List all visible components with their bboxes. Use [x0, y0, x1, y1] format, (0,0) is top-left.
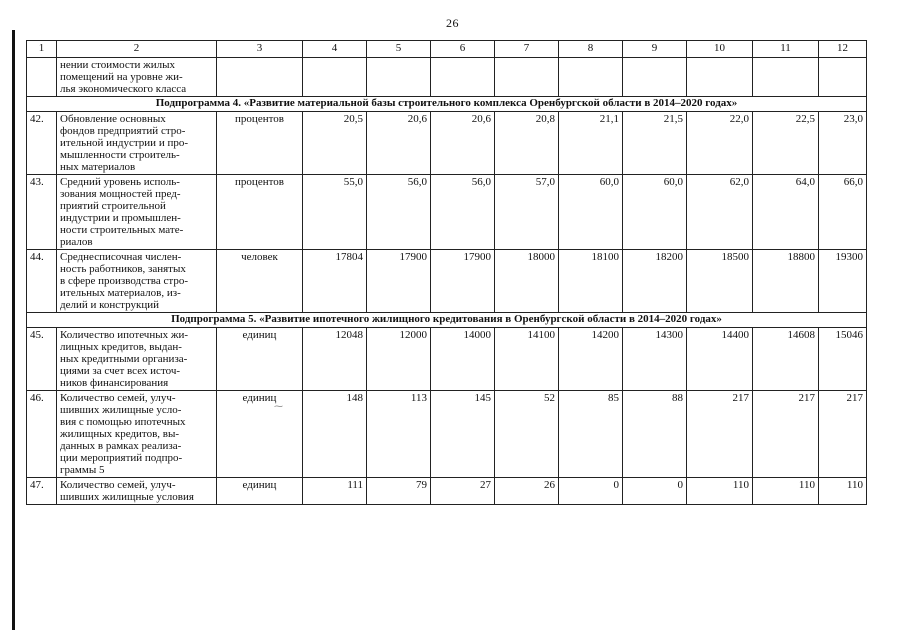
empty-cell: [495, 58, 559, 97]
value-cell: 56,0: [431, 175, 495, 250]
value-cell: 85: [559, 391, 623, 478]
subprogram-heading: Подпрограмма 4. «Развитие материальной базы строительного комплекса Оренбургской области в 2014–2020 годах»: [27, 97, 867, 112]
indicator-name-line: ность работников, занятых: [60, 263, 186, 275]
page-number: 26: [446, 16, 459, 30]
value-cell: 60,0: [559, 175, 623, 250]
indicator-row: [27, 391, 867, 478]
indicator-name-line: приятий строительной: [60, 200, 166, 212]
value-cell: 21,5: [623, 112, 687, 175]
column-number-cell: 1: [27, 41, 57, 58]
value-cell: 217: [753, 391, 819, 478]
value-cell: 148: [303, 391, 367, 478]
row-number-cell: 45.: [27, 328, 57, 391]
value-cell: 18200: [623, 250, 687, 313]
value-cell: 20,5: [303, 112, 367, 175]
indicator-row: [27, 478, 867, 505]
indicator-name-line: фондов предприятий стро-: [60, 125, 186, 137]
value-cell: 14300: [623, 328, 687, 391]
indicator-name-line: зования мощностей пред-: [60, 188, 181, 200]
subprogram-heading-row: [27, 97, 867, 112]
value-cell: 110: [819, 478, 867, 505]
indicator-name-line: Обновление основных: [60, 113, 166, 125]
indicator-name-line: граммы 5: [60, 464, 105, 476]
indicator-name-cell: [57, 478, 217, 505]
indicator-name-line: ции мероприятий подпро-: [60, 452, 183, 464]
value-cell: 18800: [753, 250, 819, 313]
subprogram-heading: Подпрограмма 5. «Развитие ипотечного жилищного кредитования в Оренбургской области в 2014–2020 годах»: [27, 313, 867, 328]
value-cell: 20,6: [431, 112, 495, 175]
empty-cell: [303, 58, 367, 97]
value-cell: 110: [753, 478, 819, 505]
value-cell: 17900: [431, 250, 495, 313]
indicator-name-line: Среднесписочная числен-: [60, 251, 182, 263]
indicator-name-line: шивших жилищные условия: [60, 491, 194, 503]
value-cell: 27: [431, 478, 495, 505]
unit-cell: процентов: [217, 175, 303, 250]
value-cell: 12000: [367, 328, 431, 391]
indicator-name-line: делий и конструкций: [60, 299, 159, 311]
value-cell: 60,0: [623, 175, 687, 250]
value-cell: 217: [687, 391, 753, 478]
indicator-name-line: вия с помощью ипотечных: [60, 416, 186, 428]
indicators-table: [26, 40, 867, 505]
indicator-row: [27, 175, 867, 250]
value-cell: 14000: [431, 328, 495, 391]
indicator-name-line: ных материалов: [60, 161, 136, 173]
column-number-cell: 8: [559, 41, 623, 58]
value-cell: 55,0: [303, 175, 367, 250]
column-number-cell: 2: [57, 41, 217, 58]
unit-cell: единиц: [217, 478, 303, 505]
continuation-row: [27, 58, 867, 97]
value-cell: 111: [303, 478, 367, 505]
indicator-name-line: жилищных кредитов, вы-: [60, 428, 180, 440]
value-cell: 56,0: [367, 175, 431, 250]
indicator-row: [27, 112, 867, 175]
value-cell: 23,0: [819, 112, 867, 175]
indicator-name-cell: [57, 58, 217, 97]
value-cell: 64,0: [753, 175, 819, 250]
value-cell: 110: [687, 478, 753, 505]
value-cell: 17900: [367, 250, 431, 313]
value-cell: 88: [623, 391, 687, 478]
row-number-cell: 43.: [27, 175, 57, 250]
empty-cell: [753, 58, 819, 97]
row-number-cell: 44.: [27, 250, 57, 313]
row-number-cell: 42.: [27, 112, 57, 175]
value-cell: 20,8: [495, 112, 559, 175]
empty-cell: [559, 58, 623, 97]
value-cell: 217: [819, 391, 867, 478]
value-cell: 15046: [819, 328, 867, 391]
indicator-name-line: в сфере производства стро-: [60, 275, 188, 287]
value-cell: 26: [495, 478, 559, 505]
empty-cell: [819, 58, 867, 97]
value-cell: 145: [431, 391, 495, 478]
empty-cell: [217, 58, 303, 97]
value-cell: 57,0: [495, 175, 559, 250]
indicator-name-line: Количество ипотечных жи-: [60, 329, 189, 341]
empty-cell: [623, 58, 687, 97]
value-cell: 66,0: [819, 175, 867, 250]
column-number-row: [27, 41, 867, 58]
value-cell: 18100: [559, 250, 623, 313]
value-cell: 79: [367, 478, 431, 505]
column-number-cell: 9: [623, 41, 687, 58]
column-number-cell: 5: [367, 41, 431, 58]
indicator-name-line: ных кредитными организа-: [60, 353, 188, 365]
indicator-name-line: нении стоимости жилых: [60, 59, 176, 71]
unit-cell: единиц: [217, 328, 303, 391]
value-cell: 19300: [819, 250, 867, 313]
binding-margin-line: [12, 30, 15, 630]
indicator-name-line: Количество семей, улуч-: [60, 479, 176, 491]
indicator-name-cell: [57, 250, 217, 313]
value-cell: 52: [495, 391, 559, 478]
value-cell: 18000: [495, 250, 559, 313]
unit-cell: процентов: [217, 112, 303, 175]
indicator-name-line: данных в рамках реализа-: [60, 440, 182, 452]
indicator-name-line: лищных кредитов, выдан-: [60, 341, 182, 353]
unit-cell: единиц: [217, 391, 303, 478]
column-number-cell: 3: [217, 41, 303, 58]
value-cell: 14200: [559, 328, 623, 391]
indicator-name-line: лья экономического класса: [60, 83, 187, 95]
value-cell: 12048: [303, 328, 367, 391]
indicator-name-line: Количество семей, улуч-: [60, 392, 176, 404]
column-number-cell: 10: [687, 41, 753, 58]
scan-mark: ⁓: [274, 401, 283, 411]
indicator-name-line: циями за счет всех источ-: [60, 365, 181, 377]
value-cell: 0: [623, 478, 687, 505]
indicator-name-cell: [57, 328, 217, 391]
indicator-name-line: шивших жилищные усло-: [60, 404, 182, 416]
value-cell: 22,5: [753, 112, 819, 175]
unit-cell: человек: [217, 250, 303, 313]
value-cell: 14400: [687, 328, 753, 391]
value-cell: 20,6: [367, 112, 431, 175]
empty-cell: [367, 58, 431, 97]
value-cell: 17804: [303, 250, 367, 313]
indicator-name-line: ительных материалов, из-: [60, 287, 181, 299]
value-cell: 14100: [495, 328, 559, 391]
indicator-row: [27, 250, 867, 313]
value-cell: 62,0: [687, 175, 753, 250]
value-cell: 21,1: [559, 112, 623, 175]
column-number-cell: 12: [819, 41, 867, 58]
column-number-cell: 6: [431, 41, 495, 58]
value-cell: 18500: [687, 250, 753, 313]
indicator-name-cell: [57, 112, 217, 175]
indicator-name-line: риалов: [60, 236, 93, 248]
value-cell: 22,0: [687, 112, 753, 175]
column-number-cell: 11: [753, 41, 819, 58]
indicator-name-line: ительной индустрии и про-: [60, 137, 189, 149]
indicator-row: [27, 328, 867, 391]
value-cell: 113: [367, 391, 431, 478]
column-number-cell: 4: [303, 41, 367, 58]
row-number-cell: [27, 58, 57, 97]
indicator-name-line: мышленности строитель-: [60, 149, 180, 161]
row-number-cell: 46.: [27, 391, 57, 478]
subprogram-heading-row: [27, 313, 867, 328]
indicator-name-line: ников финансирования: [60, 377, 169, 389]
indicator-name-line: помещений на уровне жи-: [60, 71, 183, 83]
empty-cell: [431, 58, 495, 97]
indicator-name-line: индустрии и промышлен-: [60, 212, 181, 224]
column-number-cell: 7: [495, 41, 559, 58]
indicator-name-line: Средний уровень исполь-: [60, 176, 180, 188]
indicator-name-line: ности строительных мате-: [60, 224, 184, 236]
row-number-cell: 47.: [27, 478, 57, 505]
value-cell: 0: [559, 478, 623, 505]
indicator-name-cell: [57, 175, 217, 250]
value-cell: 14608: [753, 328, 819, 391]
empty-cell: [687, 58, 753, 97]
indicator-name-cell: [57, 391, 217, 478]
